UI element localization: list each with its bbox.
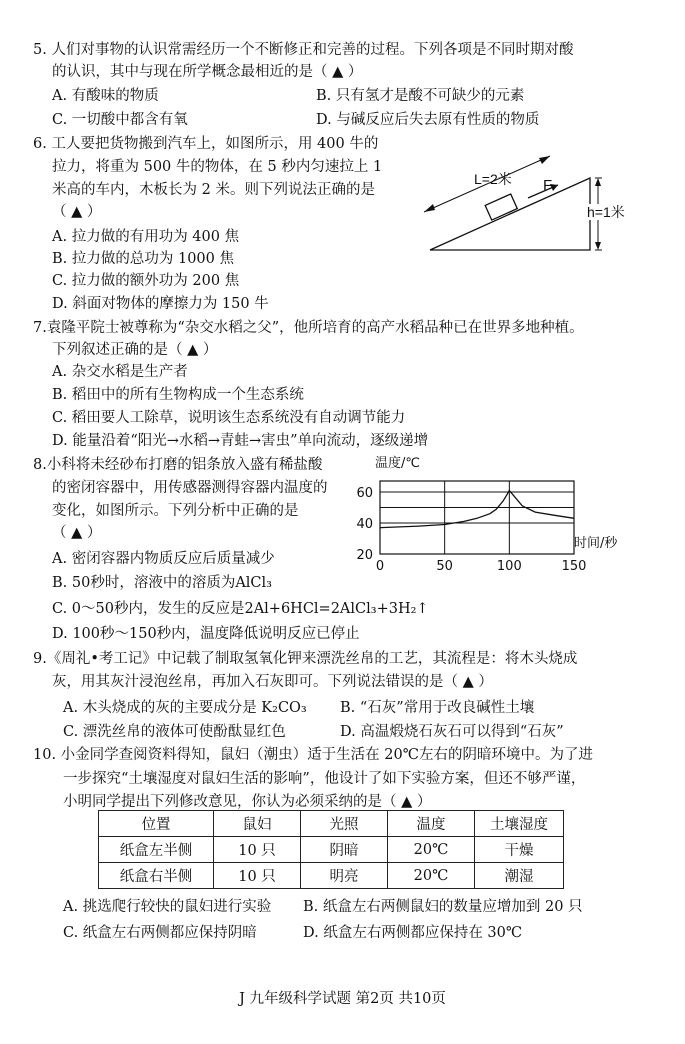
q9-option-b: B. “石灰”常用于改良碱性土壤: [340, 700, 535, 716]
table-cell: 纸盒左半侧: [99, 837, 214, 863]
q7-stem-line1: 7.袁隆平院士被尊称为“杂交水稻之父”，他所培育的高产水稻品种已在世界多地种植。: [33, 320, 584, 336]
table-cell: 20℃: [388, 863, 475, 889]
table-header-row: [99, 811, 564, 837]
chart-ytick-label: 60: [356, 486, 373, 501]
height-label: h=1米: [587, 204, 625, 220]
temperature-chart: [345, 452, 655, 578]
chart-ytick-label: 40: [356, 517, 373, 532]
table-cell: 潮湿: [475, 863, 564, 889]
q8-option-c: C. 0～50秒内，发生的反应是2Al+6HCl=2AlCl₃+3H₂↑: [52, 601, 429, 617]
q6-stem-line4: （ ▲ ）: [52, 204, 102, 220]
q6-option-a: A. 拉力做的有用功为 400 焦: [52, 229, 240, 245]
q9-option-d: D. 高温煅烧石灰石可以得到“石灰”: [340, 724, 564, 740]
q8-stem-line4: （ ▲ ）: [52, 525, 102, 541]
q8-stem-line1: 8.小科将未经砂布打磨的铝条放入盛有稀盐酸: [33, 457, 323, 473]
q6-option-b: B. 拉力做的总功为 1000 焦: [52, 251, 234, 267]
length-label: L=2米: [474, 171, 512, 187]
table-row: [99, 863, 564, 889]
q6-option-d: D. 斜面对物体的摩擦力为 150 牛: [52, 296, 269, 312]
chart-xtick-label: 0: [375, 559, 385, 574]
table-cell: 阴暗: [301, 837, 388, 863]
q8-option-d: D. 100秒～150秒内，温度降低说明反应已停止: [52, 626, 360, 642]
chart-xtick-label: 100: [496, 559, 522, 574]
q7-option-a: A. 杂交水稻是生产者: [52, 364, 188, 380]
table-header: 土壤湿度: [475, 811, 564, 837]
q6-option-c: C. 拉力做的额外功为 200 焦: [52, 273, 240, 289]
temperature-series-line: [380, 491, 574, 528]
q10-option-d: D. 纸盒左右两侧都应保持在 30℃: [303, 925, 523, 941]
force-label: F: [543, 177, 553, 194]
page-footer: J 九年级科学试题 第2页 共10页: [239, 991, 446, 1007]
chart-xtick-label: 150: [561, 559, 587, 574]
q7-option-b: B. 稻田中的所有生物构成一个生态系统: [52, 387, 304, 403]
cargo-block: [485, 194, 517, 220]
chart-ytick-label: 20: [356, 548, 373, 563]
q9-stem-line1: 9.《周礼•考工记》中记载了制取氢氧化钾来漂洗丝帛的工艺，其流程是：将木头烧成: [33, 651, 578, 667]
q5-option-b: B. 只有氢才是酸不可缺少的元素: [316, 88, 525, 104]
q6-stem-line3: 米高的车内，木板长为 2 米。则下列说法正确的是: [52, 182, 375, 198]
chart-ylabel: 温度/℃: [375, 456, 420, 471]
q8-option-b: B. 50秒时，溶液中的溶质为AlCl₃: [52, 575, 272, 591]
experiment-table: [98, 810, 564, 889]
q7-option-d: D. 能量沿着“阳光→水稻→青蛙→害虫”单向流动，逐级递增: [52, 433, 429, 449]
table-header: 位置: [99, 811, 214, 837]
table-cell: 10 只: [214, 863, 301, 889]
table-cell: 20℃: [388, 837, 475, 863]
q9-option-a: A. 木头烧成的灰的主要成分是 K₂CO₃: [63, 700, 307, 716]
q8-stem-line3: 变化，如图所示。下列分析中正确的是: [52, 503, 299, 519]
q10-option-c: C. 纸盒左右两侧都应保持阴暗: [63, 925, 257, 941]
table-header: 温度: [388, 811, 475, 837]
q10-option-a: A. 挑选爬行较快的鼠妇进行实验: [63, 899, 272, 915]
q5-option-a: A. 有酸味的物质: [52, 88, 159, 104]
q10-option-b: B. 纸盒左右两侧鼠妇的数量应增加到 20 只: [303, 899, 583, 915]
q9-option-c: C. 漂洗丝帛的液体可使酚酞显红色: [63, 724, 286, 740]
q9-stem-line2: 灰，用其灰汁浸泡丝帛，再加入石灰即可。下列说法错误的是（ ▲ ）: [52, 674, 493, 690]
q5-option-d: D. 与碱反应后失去原有性质的物质: [316, 112, 540, 128]
table-cell: 明亮: [301, 863, 388, 889]
table-header: 光照: [301, 811, 388, 837]
chart-xlabel: 时间/秒: [574, 536, 618, 551]
chart-xtick-label: 50: [436, 559, 453, 574]
table-cell: 10 只: [214, 837, 301, 863]
q5-stem-line2: 的认识，其中与现在所学概念最相近的是（ ▲ ）: [52, 64, 363, 80]
inclined-plane-figure: [410, 138, 650, 258]
table-cell: 干燥: [475, 837, 564, 863]
q7-option-c: C. 稻田要人工除草，说明该生态系统没有自动调节能力: [52, 410, 406, 426]
q8-stem-line2: 的密闭容器中，用传感器测得容器内温度的: [52, 480, 328, 496]
q5-option-c: C. 一切酸中都含有氧: [52, 112, 188, 128]
q6-stem-line1: 6. 工人要把货物搬到汽车上，如图所示，用 400 牛的: [33, 136, 379, 152]
q6-stem-line2: 拉力，将重为 500 牛的物体，在 5 秒内匀速拉上 1: [52, 159, 383, 175]
q10-stem-line2: 一步探究“土壤湿度对鼠妇生活的影响”，他设计了如下实验方案，但还不够严谨，: [63, 771, 586, 787]
q10-stem-line1: 10. 小金同学查阅资料得知，鼠妇（潮虫）适于生活在 20℃左右的阴暗环境中。为了进: [33, 747, 593, 763]
table-header: 鼠妇: [214, 811, 301, 837]
q10-stem-line3: 小明同学提出下列修改意见，你认为必须采纳的是（ ▲ ）: [63, 794, 432, 810]
q8-option-a: A. 密闭容器内物质反应后质量减少: [52, 551, 275, 567]
q5-stem-line1: 5. 人们对事物的认识常需经历一个不断修正和完善的过程。下列各项是不同时期对酸: [33, 42, 574, 58]
table-row: [99, 837, 564, 863]
table-cell: 纸盒右半侧: [99, 863, 214, 889]
incline-triangle: [430, 178, 590, 250]
q7-stem-line2: 下列叙述正确的是（ ▲ ）: [52, 342, 218, 358]
